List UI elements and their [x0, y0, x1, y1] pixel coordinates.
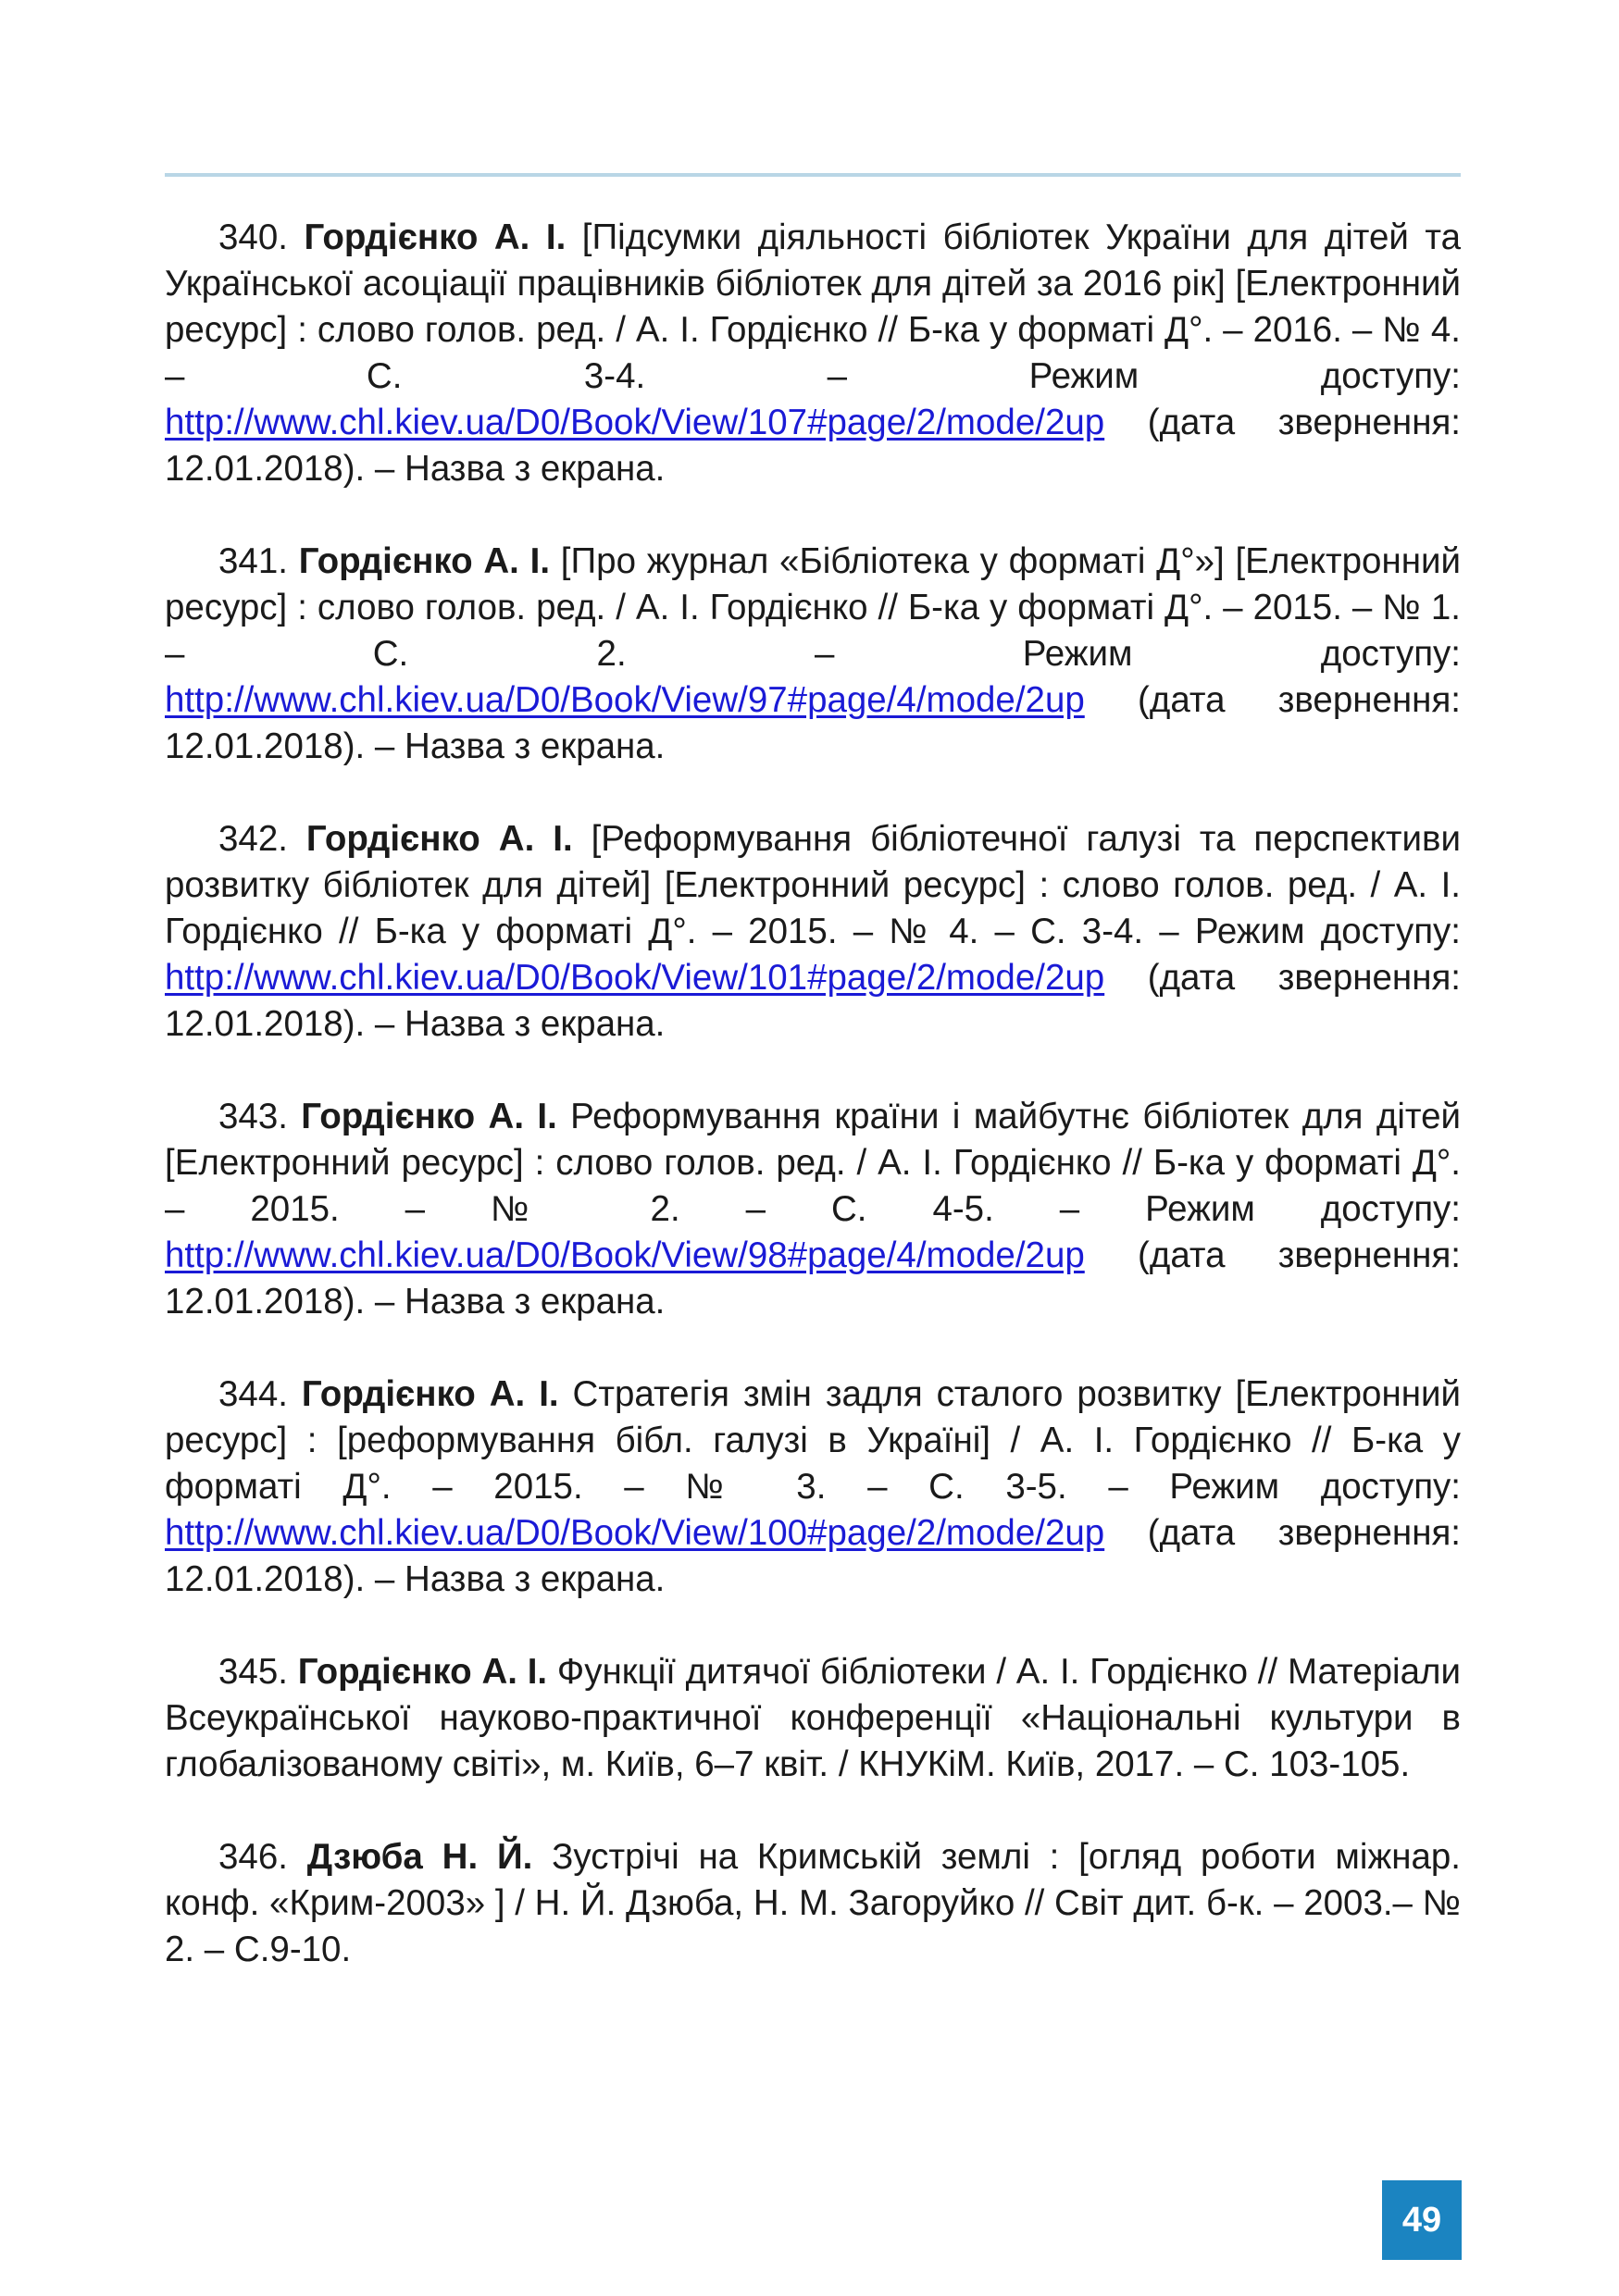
entry-text: Реформування країни і майбутнє бібліотек для дітей [Електронний ресурс] : слово голов. ред. / А. І. Гордієнко // Б-ка у форматі Д°. – 2015. – № 2. – С. 4-5. – Режим доступу: — [165, 1097, 1461, 1229]
entry-number: 341. — [218, 541, 288, 581]
bibliography-entry — [165, 1094, 1461, 1325]
entry-author: Гордієнко А. І. — [301, 1374, 559, 1414]
entry-number: 343. — [218, 1097, 288, 1136]
entry-author: Гордієнко А. І. — [298, 541, 551, 581]
entry-author: Гордієнко А. І. — [305, 819, 573, 859]
bibliography-entry — [165, 816, 1461, 1048]
bibliography-entry — [165, 1371, 1461, 1603]
bibliography-entry — [165, 215, 1461, 492]
bibliography-entry — [165, 1649, 1461, 1788]
entry-link[interactable]: http://www.chl.kiev.ua/D0/Book/View/97#page/4/mode/2up — [165, 680, 1085, 720]
page-number: 49 — [1401, 2200, 1442, 2240]
header-rule — [165, 173, 1461, 177]
entry-author: Гордієнко А. І. — [304, 217, 567, 257]
entry-number: 342. — [218, 819, 288, 859]
bibliography-list — [165, 215, 1461, 2019]
entry-text: Зустрічі на Кримській землі : [огляд роботи міжнар. конф. «Крим-2003» ] / Н. Й. Дзюба, Н. М. Загоруйко // Світ дит. б-к. – 2003.– № 2. – С.9-10. — [165, 1837, 1461, 1969]
entry-author: Дзюба Н. Й. — [306, 1837, 533, 1877]
entry-tail: (дата звернення: 12.01.2018). – Назва з екрана. — [165, 1235, 1461, 1322]
entry-author: Гордієнко А. І. — [301, 1097, 557, 1136]
entry-text: [Реформування бібліотечної галузі та перспективи розвитку бібліотек для дітей] [Електронний ресурс] : слово голов. ред. / А. І. Гордієнко // Б-ка у форматі Д°. – 2015. – № 4. – С. 3-4. – Режим доступу: — [165, 819, 1461, 951]
entry-tail: (дата звернення: 12.01.2018). – Назва з екрана. — [165, 958, 1461, 1044]
entry-number: 346. — [218, 1837, 288, 1877]
entry-text: [Про журнал «Бібліотека у форматі Д°»] [Електронний ресурс] : слово голов. ред. / А. І. Гордієнко // Б-ка у форматі Д°. – 2015. – № 1. – С. 2. – Режим доступу: — [165, 541, 1461, 674]
entry-text: [Підсумки діяльності бібліотек України для дітей та Української асоціації працівників бібліотек для дітей за 2016 рік] [Електронний ресурс] : слово голов. ред. / А. І. Гордієнко // Б-ка у форматі Д°. – 2016. – № 4. – С. 3-4. – Режим доступу: — [165, 217, 1461, 396]
entry-number: 340. — [218, 217, 288, 257]
entry-text: Стратегія змін задля сталого розвитку [Електронний ресурс] : [реформування бібл. галузі в Україні] / А. І. Гордієнко // Б-ка у форматі Д°. – 2015. – № 3. – С. 3-5. – Режим доступу: — [165, 1374, 1461, 1507]
entry-link[interactable]: http://www.chl.kiev.ua/D0/Book/View/101#page/2/mode/2up — [165, 958, 1105, 998]
entry-number: 344. — [218, 1374, 288, 1414]
entry-link[interactable]: http://www.chl.kiev.ua/D0/Book/View/100#page/2/mode/2up — [165, 1513, 1105, 1553]
bibliography-entry — [165, 539, 1461, 770]
bibliography-entry — [165, 1834, 1461, 1973]
entry-number: 345. — [218, 1652, 288, 1692]
entry-link[interactable]: http://www.chl.kiev.ua/D0/Book/View/107#page/2/mode/2up — [165, 403, 1105, 442]
entry-tail: (дата звернення: 12.01.2018). – Назва з екрана. — [165, 680, 1461, 766]
page-number-badge — [1382, 2180, 1462, 2260]
entry-author: Гордієнко А. І. — [297, 1652, 548, 1692]
entry-tail: (дата звернення: 12.01.2018). – Назва з екрана. — [165, 1513, 1461, 1599]
entry-link[interactable]: http://www.chl.kiev.ua/D0/Book/View/98#page/4/mode/2up — [165, 1235, 1085, 1275]
entry-text: Функції дитячої бібліотеки / А. І. Гордієнко // Матеріали Всеукраїнської науково-практичної конференції «Національні культури в глобалізованому світі», м. Київ, 6–7 квіт. / КНУКіМ. Київ, 2017. – С. 103-105. — [165, 1652, 1461, 1784]
entry-tail: (дата звернення: 12.01.2018). – Назва з екрана. — [165, 403, 1461, 489]
